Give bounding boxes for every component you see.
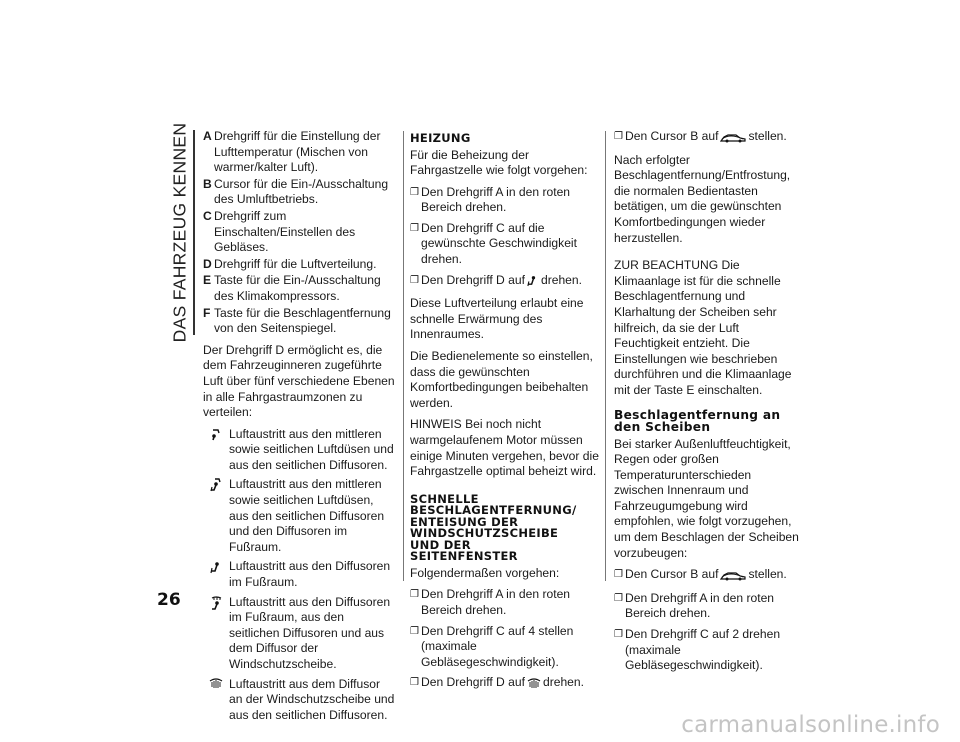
- vent-text: Luftaustritt aus dem Diffusor an der Windschutzscheibe und aus den seitlichen Diffusoren.: [229, 676, 395, 722]
- column-3: [614, 129, 802, 679]
- heading-line: SEITENFENSTER: [410, 549, 518, 564]
- vent-text: Luftaustritt aus den Diffusoren im Fußraum.: [229, 559, 391, 590]
- air-feet-windshield-icon: [203, 595, 229, 673]
- chapter-title: [166, 122, 194, 343]
- vent-mode-upper-lower: [203, 477, 395, 555]
- bullet-text-pre: Den Cursor B auf: [625, 129, 719, 143]
- bullet-item: [614, 129, 802, 148]
- bullet-text-pre: Den Drehgriff D auf: [421, 675, 525, 690]
- bullet-text: Den Drehgriff C auf 4 stellen (maximale Gebläsegeschwindigkeit).: [421, 623, 574, 669]
- heading-line: BESCHLAGENTFERNUNG/: [410, 503, 577, 518]
- label-item-e: [203, 273, 395, 304]
- label-key: E: [203, 273, 212, 288]
- paragraph: Diese Luftverteilung erlaubt eine schnelle Erwärmung des Innenraumes.: [410, 296, 584, 342]
- bullet-text-pre: Den Drehgriff D auf: [421, 272, 525, 287]
- heading-line: den Scheiben: [614, 420, 711, 434]
- label-key: F: [203, 305, 211, 320]
- column-divider-2: [605, 131, 606, 581]
- checkbox-icon: ❐: [614, 569, 623, 581]
- heading-line: UND DER: [410, 537, 471, 552]
- label-text: Drehgriff für die Luftverteilung.: [214, 256, 377, 271]
- paragraph: Bei starker Außenluftfeuchtigkeit, Regen oder großen Temperaturunterschieden zwischen Innenraum und Fahrzeugumgebung wird empfohlen, wie folgt vorzugehen, um dem Beschlagen der Scheiben vorzubeugen:: [614, 436, 799, 560]
- label-text: Taste für die Ein-/Ausschaltung des Klimakompressors.: [214, 273, 381, 303]
- bullet-item: [410, 624, 602, 671]
- label-item-d: [203, 257, 395, 273]
- checkbox-icon: ❐: [614, 131, 623, 142]
- page-number: 26: [157, 590, 181, 610]
- intro-paragraph: Der Drehgriff D ermöglicht es, die dem Fahrzeuginneren zugeführte Luft über fünf verschiedene Ebenen in alle Fahrgastraumzonen zu verteilen:: [203, 342, 395, 420]
- air-feet-icon: [527, 274, 539, 292]
- air-feet-icon: [203, 559, 229, 590]
- paragraph: Die Bedienelemente so einstellen, dass die gewünschten Komfortbedingungen beibehalten werden.: [410, 349, 593, 410]
- vent-text: Luftaustritt aus den Diffusoren im Fußraum, aus den seitlichen Diffusoren und aus dem Diffusor der Windschutzscheibe.: [229, 594, 391, 671]
- recirculation-off-icon: [720, 570, 746, 586]
- bullet-text: Den Drehgriff C auf 2 drehen (maximale Gebläsegeschwindigkeit).: [625, 627, 781, 673]
- bullet-text-pre: Den Cursor B auf: [625, 567, 719, 582]
- label-key: D: [203, 256, 212, 271]
- heading-heizung: HEIZUNG: [410, 131, 471, 145]
- column-1: [203, 129, 395, 727]
- bullet-text-post: stellen.: [748, 567, 787, 582]
- checkbox-icon: ❐: [614, 629, 623, 641]
- recirculation-off-icon: [720, 132, 746, 148]
- bullet-item: [614, 627, 802, 674]
- bullet-text: [625, 567, 802, 586]
- heading-beschlagentfernung: [614, 409, 802, 434]
- watermark: carmanualsonline.info: [681, 712, 940, 738]
- bullet-item: [410, 675, 602, 694]
- defrost-icon: [527, 678, 541, 694]
- bullet-text-post: drehen.: [540, 272, 582, 287]
- column-divider-1: [403, 131, 404, 581]
- label-key: A: [203, 129, 212, 143]
- checkbox-icon: ❐: [410, 677, 419, 689]
- checkbox-icon: ❐: [410, 625, 419, 637]
- vent-mode-upper: [203, 427, 395, 474]
- chapter-rule: [193, 130, 195, 335]
- label-key: C: [203, 208, 212, 223]
- paragraph: Folgendermaßen vorgehen:: [410, 565, 560, 580]
- checkbox-icon: ❐: [614, 592, 623, 604]
- checkbox-icon: ❐: [410, 186, 419, 198]
- heading-line: SCHNELLE: [410, 491, 479, 506]
- vent-mode-defrost: [203, 677, 395, 724]
- checkbox-icon: ❐: [410, 589, 419, 601]
- bullet-text: [421, 675, 602, 694]
- label-key: B: [203, 176, 212, 191]
- bullet-text: Den Drehgriff A in den roten Bereich drehen.: [421, 184, 571, 215]
- bullet-text: [625, 129, 802, 148]
- label-text: Drehgriff zum Einschalten/Einstellen des Gebläses.: [214, 208, 356, 255]
- label-item-f: [203, 306, 395, 337]
- vent-mode-feet: [203, 559, 395, 590]
- label-text: Cursor für die Ein-/Ausschaltung des Umluftbetriebs.: [214, 176, 389, 207]
- label-text: Taste für die Beschlagentfernung von den Seitenspiegel.: [214, 305, 391, 336]
- air-upper-icon: [203, 427, 229, 474]
- bullet-item: [614, 591, 802, 622]
- checkbox-icon: ❐: [410, 274, 419, 286]
- bullet-text: Den Drehgriff A in den roten Bereich drehen.: [625, 590, 775, 621]
- bullet-text-post: stellen.: [748, 129, 787, 143]
- paragraph: Nach erfolgter Beschlagentfernung/Entfrostung, die normalen Bedientasten betätigen, um die gewünschten Komfortbedingungen wieder herzustellen.: [614, 152, 791, 245]
- vent-text: Luftaustritt aus den mittleren sowie seitlichen Luftdüsen, aus den seitlichen Diffusoren und den Diffusoren im Fußraum.: [229, 477, 385, 554]
- vent-text: Luftaustritt aus den mittleren sowie seitlichen Luftdüsen und aus den seitlichen Diffusoren.: [229, 426, 394, 472]
- heading-line: Beschlagentfernung an: [614, 407, 781, 422]
- bullet-item: [410, 273, 602, 292]
- bullet-text: Den Drehgriff C auf die gewünschte Geschwindigkeit drehen.: [421, 220, 577, 267]
- label-item-a: [203, 129, 395, 176]
- heading-line: ENTEISUNG DER: [410, 514, 519, 529]
- vent-mode-feet-windshield: [203, 595, 395, 673]
- label-item-c: [203, 209, 395, 256]
- paragraph: ZUR BEACHTUNG Die Klimaanlage ist für die schnelle Beschlagentfernung und Klarhaltung der Scheiben sehr hilfreich, da sie der Luft Feuchtigkeit entzieht. Die Einstellungen wie beschrieben durchführen und die Klimaanlage mit der Taste E einschalten.: [614, 258, 792, 397]
- column-2: [410, 129, 602, 699]
- bullet-item: [410, 221, 602, 268]
- bullet-text-post: drehen.: [542, 675, 584, 690]
- bullet-text: Den Drehgriff A in den roten Bereich drehen.: [421, 587, 571, 617]
- air-upper-lower-icon: [203, 477, 229, 555]
- bullet-text: [421, 273, 602, 292]
- defrost-icon: [203, 677, 229, 724]
- checkbox-icon: ❐: [410, 222, 419, 234]
- paragraph: Für die Beheizung der Fahrgastzelle wie folgt vorgehen:: [410, 147, 588, 178]
- bullet-item: [410, 185, 602, 216]
- label-item-b: [203, 177, 395, 208]
- heading-schnelle-beschlagentfernung: [410, 491, 602, 564]
- bullet-item: [410, 587, 602, 618]
- bullet-item: [614, 567, 802, 586]
- label-text: Drehgriff für die Einstellung der Lufttemperatur (Mischen von warmer/kalter Luft).: [214, 129, 381, 175]
- paragraph: HINWEIS Bei noch nicht warmgelaufenem Motor müssen einige Minuten vergehen, bevor die Fahrgastzelle optimal beheizt wird.: [410, 417, 599, 479]
- heading-line: WINDSCHUTZSCHEIBE: [410, 526, 559, 541]
- chapter-title-text: DAS FAHRZEUG KENNEN: [169, 122, 190, 343]
